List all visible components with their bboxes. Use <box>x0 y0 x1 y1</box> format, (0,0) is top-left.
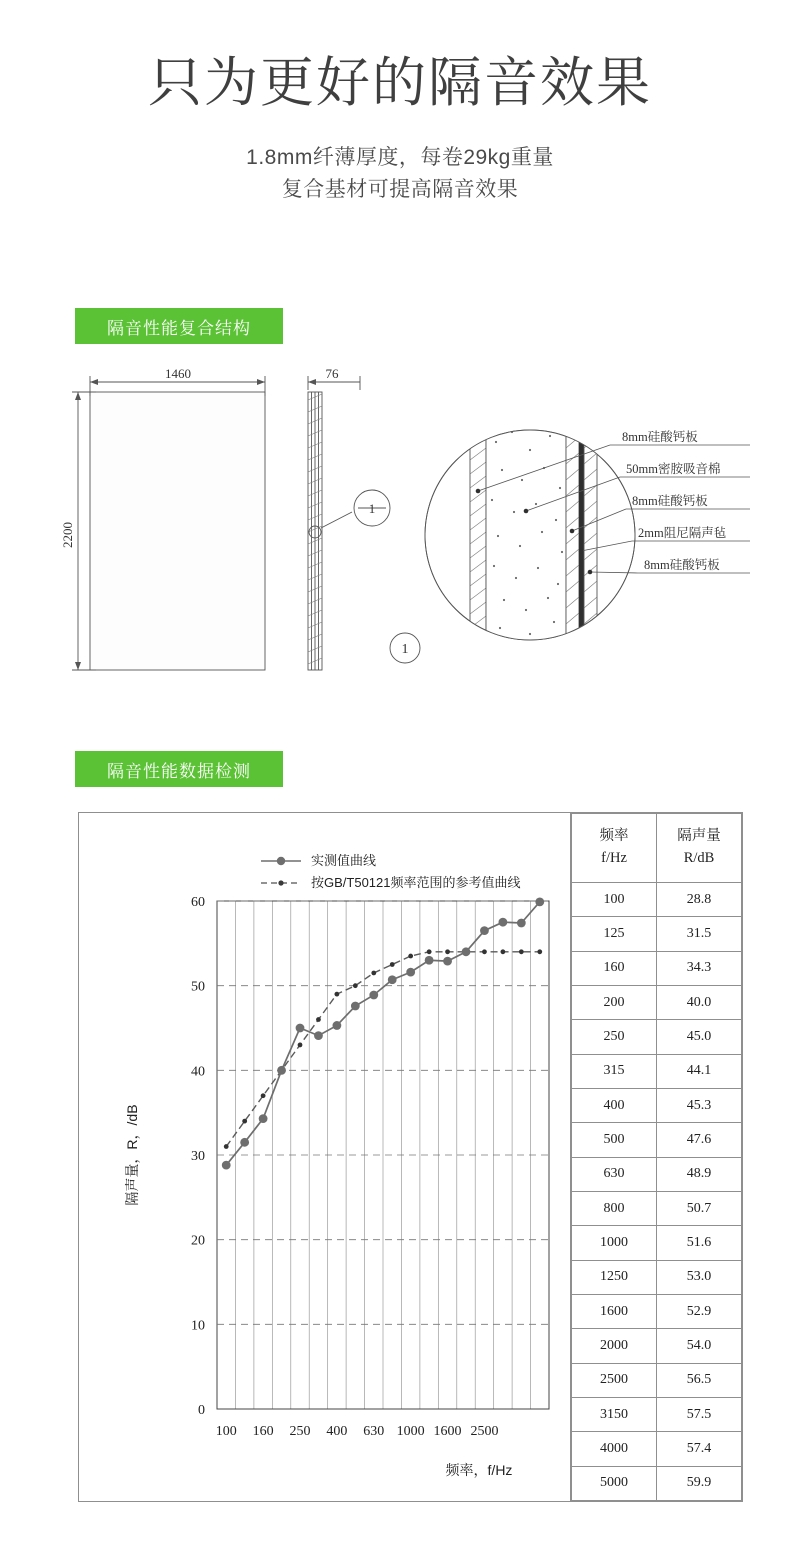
cell-insulation: 52.9 <box>657 1294 742 1328</box>
table-row <box>572 1157 742 1191</box>
series-reference-point <box>353 983 358 988</box>
table-row <box>572 917 742 951</box>
page-title: 只为更好的隔音效果 <box>148 53 652 113</box>
table-row <box>572 1260 742 1294</box>
cell-frequency: 160 <box>572 951 657 985</box>
series-measured-point <box>406 968 415 977</box>
cell-insulation: 53.0 <box>657 1260 742 1294</box>
detail-marker-bottom-label: 1 <box>401 642 409 657</box>
series-reference-point <box>224 1144 229 1149</box>
cell-insulation: 48.9 <box>657 1157 742 1191</box>
series-measured-point <box>259 1114 268 1123</box>
table-row <box>572 1191 742 1225</box>
cell-insulation: 57.4 <box>657 1432 742 1466</box>
cell-insulation: 51.6 <box>657 1226 742 1260</box>
series-reference-point <box>500 949 505 954</box>
y-axis-tick: 40 <box>191 1064 205 1080</box>
table-row <box>572 1397 742 1431</box>
series-reference-point <box>371 971 376 976</box>
cell-frequency: 315 <box>572 1054 657 1088</box>
series-reference-point <box>390 962 395 967</box>
series-measured-point <box>443 957 452 966</box>
x-axis-tick: 630 <box>363 1424 385 1439</box>
series-measured-point <box>480 926 489 935</box>
series-measured-point <box>222 1161 231 1170</box>
callout-5: 8mm硅酸钙板 <box>644 558 720 572</box>
header-frequency-l1: 频率 <box>599 828 629 845</box>
cell-frequency: 400 <box>572 1088 657 1122</box>
table-row <box>572 1226 742 1260</box>
callout-3: 8mm硅酸钙板 <box>632 494 708 508</box>
series-reference-point <box>427 949 432 954</box>
detail-marker-label: 1 <box>368 501 376 516</box>
cell-frequency: 200 <box>572 985 657 1019</box>
cell-frequency: 1250 <box>572 1260 657 1294</box>
table-row <box>572 1329 742 1363</box>
sound-insulation-chart <box>79 813 571 1501</box>
callout-4: 2mm阻尼隔声毡 <box>638 526 727 540</box>
table-row <box>572 883 742 917</box>
series-reference-point <box>482 949 487 954</box>
cell-frequency: 5000 <box>572 1466 657 1500</box>
series-measured-point <box>296 1024 305 1033</box>
cell-insulation: 50.7 <box>657 1191 742 1225</box>
hero-section <box>0 0 800 207</box>
series-reference-point <box>537 949 542 954</box>
y-axis-tick: 10 <box>191 1318 205 1334</box>
cell-frequency: 500 <box>572 1123 657 1157</box>
series-reference-point <box>334 992 339 997</box>
y-axis-tick: 20 <box>191 1233 205 1249</box>
series-measured-point <box>351 1002 360 1011</box>
table-row <box>572 1432 742 1466</box>
cell-frequency: 125 <box>572 917 657 951</box>
cell-insulation: 47.6 <box>657 1123 742 1157</box>
x-axis-tick: 100 <box>215 1424 237 1439</box>
measurement-table <box>570 813 742 1501</box>
series-measured-point <box>535 897 544 906</box>
series-measured-point <box>517 919 526 928</box>
cell-insulation: 56.5 <box>657 1363 742 1397</box>
series-measured-point <box>462 947 471 956</box>
performance-data-panel <box>78 812 743 1502</box>
legend-item-measured: 实测值曲线 <box>311 853 377 868</box>
cell-frequency: 2000 <box>572 1329 657 1363</box>
callout-2: 50mm密胺吸音棉 <box>626 462 721 476</box>
header-frequency-l2: f/Hz <box>601 850 627 866</box>
cell-frequency: 3150 <box>572 1397 657 1431</box>
table-row <box>572 1363 742 1397</box>
dim-thickness-label: 76 <box>325 366 339 381</box>
table-body <box>572 883 742 1501</box>
x-axis-tick: 1000 <box>396 1424 425 1439</box>
hero-subtitle <box>0 142 800 207</box>
cell-frequency: 800 <box>572 1191 657 1225</box>
cell-insulation: 34.3 <box>657 951 742 985</box>
cell-insulation: 59.9 <box>657 1466 742 1500</box>
cell-frequency: 630 <box>572 1157 657 1191</box>
table-row <box>572 985 742 1019</box>
cell-insulation: 44.1 <box>657 1054 742 1088</box>
x-axis-tick: 160 <box>252 1424 274 1439</box>
table-header-insulation <box>657 814 742 883</box>
series-measured-point <box>240 1138 249 1147</box>
cell-insulation: 40.0 <box>657 985 742 1019</box>
series-measured-point <box>498 918 507 927</box>
header-insulation-l2: R/dB <box>683 850 715 866</box>
table-row <box>572 1020 742 1054</box>
table-row <box>572 1294 742 1328</box>
series-reference-point <box>408 954 413 959</box>
cell-frequency: 100 <box>572 883 657 917</box>
y-axis-label: 隔声量，R，/dB <box>124 1104 140 1206</box>
series-reference-point <box>445 949 450 954</box>
x-axis-tick: 2500 <box>470 1424 499 1439</box>
header-insulation-l1: 隔声量 <box>677 828 721 845</box>
cell-insulation: 45.0 <box>657 1020 742 1054</box>
cell-insulation: 45.3 <box>657 1088 742 1122</box>
cell-frequency: 250 <box>572 1020 657 1054</box>
cell-insulation: 54.0 <box>657 1329 742 1363</box>
cell-frequency: 1000 <box>572 1226 657 1260</box>
cell-frequency: 4000 <box>572 1432 657 1466</box>
dim-height-label: 2200 <box>60 522 75 548</box>
table-row <box>572 1088 742 1122</box>
table-row <box>572 951 742 985</box>
cell-insulation: 57.5 <box>657 1397 742 1431</box>
table-row <box>572 1466 742 1500</box>
series-reference-point <box>316 1017 321 1022</box>
series-reference-point <box>298 1043 303 1048</box>
y-axis-tick: 0 <box>198 1403 205 1418</box>
x-axis-tick: 1600 <box>433 1424 462 1439</box>
series-measured-point <box>332 1021 341 1030</box>
x-axis-tick: 400 <box>326 1424 348 1439</box>
series-measured-point <box>314 1031 323 1040</box>
series-measured-point <box>277 1066 286 1075</box>
cell-frequency: 1600 <box>572 1294 657 1328</box>
legend-item-reference: 按GB/T50121频率范围的参考值曲线 <box>311 875 521 890</box>
section-tag-structure: 隔音性能复合结构 <box>75 308 283 344</box>
x-axis-label: 频率，f/Hz <box>445 1462 513 1478</box>
y-axis-tick: 60 <box>191 895 205 910</box>
table-row <box>572 1123 742 1157</box>
cell-frequency: 2500 <box>572 1363 657 1397</box>
x-axis-tick: 250 <box>289 1424 311 1439</box>
hero-subtitle-line1: 1.8mm纤薄厚度，每卷29kg重量 <box>246 145 554 169</box>
y-axis-tick: 30 <box>191 1149 205 1164</box>
hero-subtitle-line2: 复合基材可提高隔音效果 <box>281 178 519 202</box>
series-measured-point <box>388 975 397 984</box>
table-row <box>572 1054 742 1088</box>
section-tag-data: 隔音性能数据检测 <box>75 751 283 787</box>
series-reference-point <box>519 949 524 954</box>
dim-width-label: 1460 <box>165 366 191 381</box>
series-measured-point <box>425 956 434 965</box>
cell-insulation: 31.5 <box>657 917 742 951</box>
series-reference-point <box>242 1119 247 1124</box>
callout-1: 8mm硅酸钙板 <box>622 430 698 444</box>
structure-drawing <box>60 360 750 700</box>
cell-insulation: 28.8 <box>657 883 742 917</box>
y-axis-tick: 50 <box>191 979 205 995</box>
table-header-row <box>572 814 742 883</box>
table-header-frequency <box>572 814 657 883</box>
series-reference-point <box>261 1093 266 1098</box>
series-measured-point <box>369 991 378 1000</box>
